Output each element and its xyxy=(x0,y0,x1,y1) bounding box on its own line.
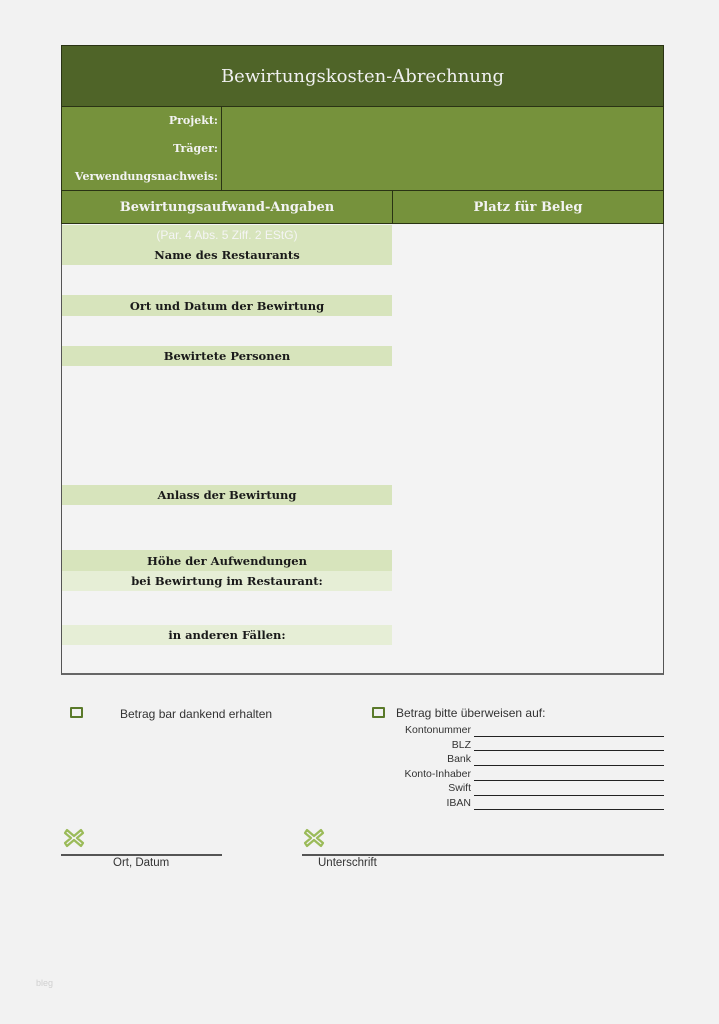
sign-here-x-icon xyxy=(303,827,325,849)
iban-input[interactable] xyxy=(474,809,664,810)
sponsor-label: Träger: xyxy=(173,142,218,155)
sign-here-x-icon xyxy=(63,827,85,849)
swift-input[interactable] xyxy=(474,795,664,796)
blz-label: BLZ xyxy=(451,739,471,751)
bank-transfer-label: Betrag bitte überweisen auf: xyxy=(396,706,546,720)
iban-label: IBAN xyxy=(446,797,471,809)
expense-details-heading: Bewirtungsaufwand-Angaben xyxy=(61,191,393,224)
bank-transfer-checkbox[interactable] xyxy=(372,707,385,718)
blz-input[interactable] xyxy=(474,750,664,751)
watermark: bleg xyxy=(36,978,54,988)
place-date-label: Ort und Datum der Bewirtung xyxy=(62,295,392,316)
swift-label: Swift xyxy=(448,782,471,794)
form-title: Bewirtungskosten-Abrechnung xyxy=(61,45,664,107)
project-label: Projekt: xyxy=(168,114,218,127)
occasion-label: Anlass der Bewirtung xyxy=(62,485,392,505)
place-date-signature-line[interactable] xyxy=(61,854,222,856)
place-date-signature-label: Ort, Datum xyxy=(113,857,170,869)
restaurant-name-label: Name des Restaurants xyxy=(62,245,392,265)
amount-restaurant-label: bei Bewirtung im Restaurant: xyxy=(62,571,392,591)
receipt-area-heading: Platz für Beleg xyxy=(392,191,664,224)
amount-heading: Höhe der Aufwendungen xyxy=(62,550,392,571)
signature-label: Unterschrift xyxy=(318,857,377,869)
amount-other-label: in anderen Fällen: xyxy=(62,625,392,645)
bank-input[interactable] xyxy=(474,765,664,766)
cash-received-label: Betrag bar dankend erhalten xyxy=(120,707,273,721)
signature-line[interactable] xyxy=(302,854,664,856)
account-number-input[interactable] xyxy=(474,736,664,737)
account-number-label: Kontonummer xyxy=(405,724,471,736)
cash-received-checkbox[interactable] xyxy=(70,707,83,718)
usage-proof-label: Verwendungsnachweis: xyxy=(74,170,218,183)
account-holder-label: Konto-Inhaber xyxy=(404,768,471,780)
account-holder-input[interactable] xyxy=(474,780,664,781)
bank-label: Bank xyxy=(447,753,471,765)
legal-reference: (Par. 4 Abs. 5 Ziff. 2 EStG) xyxy=(62,225,392,245)
guests-label: Bewirtete Personen xyxy=(62,346,392,366)
